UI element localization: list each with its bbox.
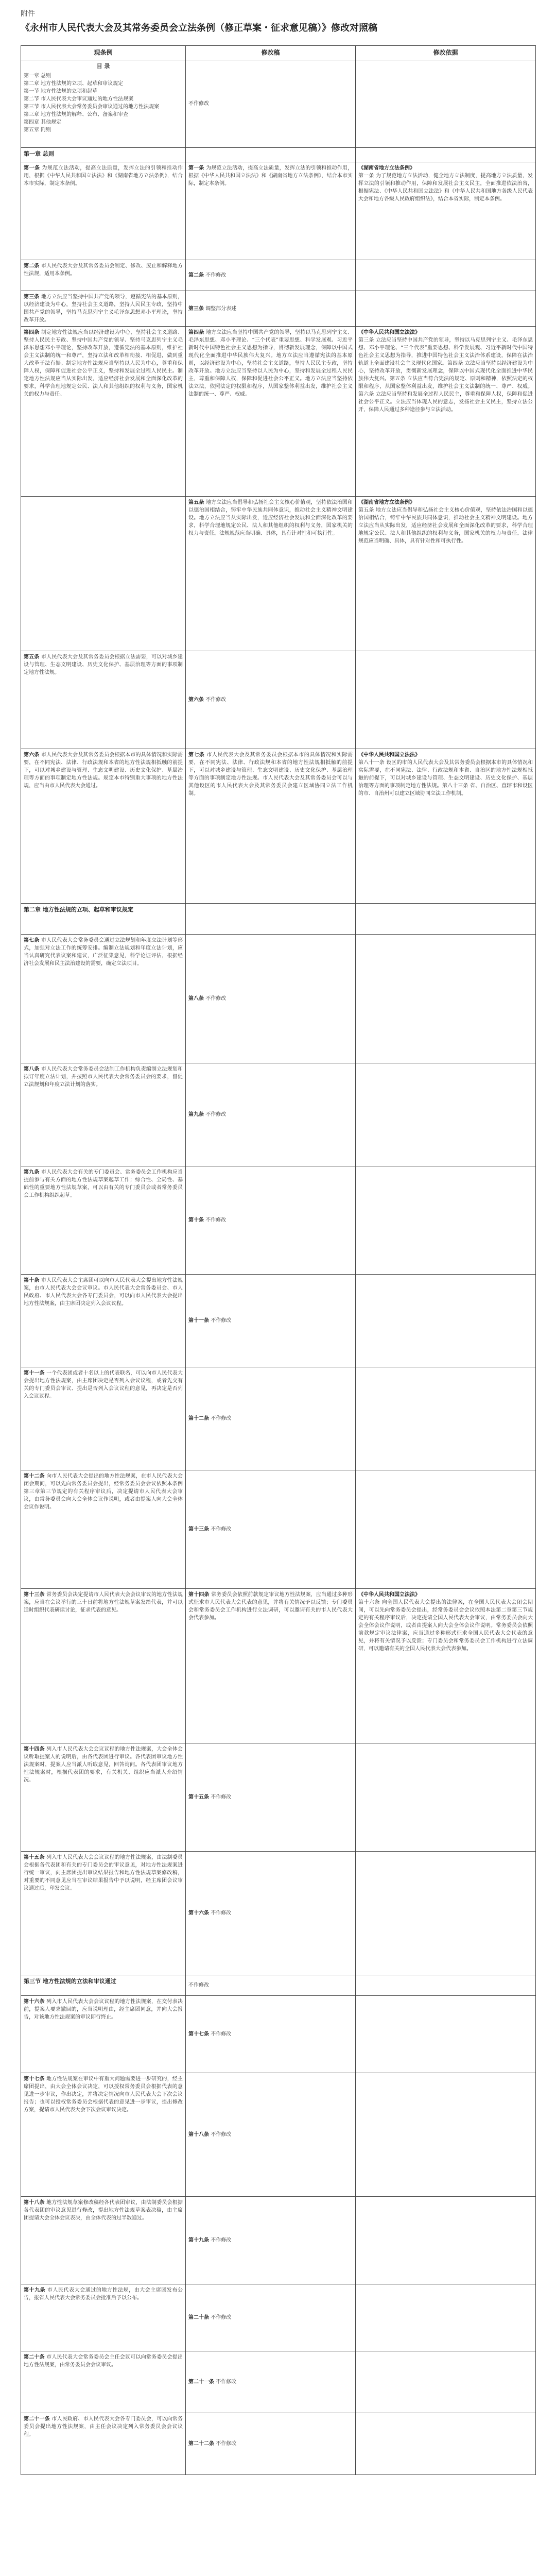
current-article-text: 制定地方性法规应当以经济建设为中心，坚持社会主义道路、坚持人民民主专政、坚持中国共产党的领导、坚持马克思列宁主义毛泽东思想邓小平理论，坚持改革开放，遵循宪法的基本原则，维护社会主义法制的统一和尊严，坚持立法和改革相衔接、相促进，做到重大改革于法有据。制定地方性法规应当坚持以人民为中心，尊重和保障人权，保障和促进社会公平正义，坚持和发展全过程人民民主。制定地方性法规应当从实际出发，适应经济社会发展和全面深化改革的要求，科学合理地规定公民、法人和其他组织的权利与义务，国家机关的权力与责任。 — [24, 330, 183, 397]
current-article-number: 第十七条 — [24, 2076, 45, 2082]
reason-law-title: 《中华人民共和国立法法》 — [358, 752, 420, 758]
table-row — [21, 935, 536, 1063]
reason-law-title: 《中华人民共和国立法法》 — [358, 330, 420, 335]
draft-cell — [186, 2197, 356, 2284]
draft-cell — [186, 162, 356, 260]
reason-cell — [356, 904, 536, 935]
current-article-text: 市人民代表大会有关的专门委员会、常务委员会工作机构应当提前参与有关方面的地方性法规草案起草工作；综合性、全局性、基础性的重要地方性法规草案，可以由有关的专门委员会或者常务委员会工作机构组织起草。 — [24, 1170, 183, 1198]
draft-article-text: 不作修改 — [211, 1416, 232, 1421]
draft-cell — [186, 935, 356, 1063]
draft-article-text: 不作修改 — [211, 2315, 232, 2320]
reason-cell — [356, 327, 536, 497]
current-article-text: 地方性法规案在审议中有重大问题需要进一步研究的，经主席团提出，由大会全体会议决定，可以授权常务委员会根据代表的意见进一步审议，作出决定，并将决定情况向市人民代表大会下次会议报告；也可以授权常务委员会根据代表的意见进一步审议，提出修改方案，提请市人民代表大会下次会议审议决定。 — [24, 2076, 183, 2113]
current-article-number: 第十六条 — [24, 1999, 45, 2005]
current-cell — [21, 2197, 186, 2284]
draft-article-number: 第十七条 — [188, 2031, 209, 2037]
toc-item: 第五章 附则 — [24, 127, 51, 133]
draft-cell — [186, 2284, 356, 2351]
draft-article-text: 不作修改 — [211, 2238, 232, 2243]
toc-cell — [21, 60, 186, 148]
draft-article-text: 不作修改 — [211, 1527, 232, 1532]
draft-article-text: 不作修改 — [205, 697, 227, 703]
reason-law-text: 第一条 为了规范地方立法活动，健全地方立法制度，提高地方立法质量，发挥立法的引领和推动作用，保障和发展社会主义民主，全面推进依法治省，根据宪法、《中华人民共和国立法法》和《中华人民共和国地方各级人民代表大会和地方各级人民政府组织法》，结合本省实际，制定本条例。 — [358, 173, 533, 202]
current-article-number: 第十四条 — [24, 1747, 45, 1752]
current-cell — [21, 260, 186, 291]
current-article-text: 市人民代表大会及其常务委员会制定、修改、废止和解释地方性法规，适用本条例。 — [24, 263, 183, 277]
reason-cell — [356, 148, 536, 162]
table-row — [21, 1589, 536, 1743]
draft-article-number: 第十条 — [188, 1217, 204, 1223]
current-article-number: 第一章 总则 — [24, 150, 54, 157]
draft-cell — [186, 1589, 356, 1743]
draft-article-number: 第四条 — [188, 330, 204, 335]
current-cell — [21, 1743, 186, 1852]
current-article-number: 第十三条 — [24, 1592, 45, 1598]
table-row — [21, 904, 536, 935]
current-article-text: 为规范立法活动，提高立法质量，发挥立法的引领和推动作用，根据《中华人民共和国立法法》和《湖南省地方立法条例》，结合本市实际，制定本条例。 — [24, 165, 183, 187]
table-row — [21, 327, 536, 497]
draft-article-number: 第十八条 — [188, 2132, 209, 2138]
toc-draft-note: 不作修改 — [188, 101, 209, 107]
draft-article-number: 第八条 — [188, 996, 204, 1002]
draft-cell — [186, 1996, 356, 2073]
toc-item: 第二节 市人民代表大会审议通过的地方性法规案 — [24, 96, 134, 102]
current-article-number: 第十五条 — [24, 1855, 45, 1860]
draft-cell — [186, 1470, 356, 1589]
draft-cell — [186, 1166, 356, 1275]
reason-cell — [356, 2073, 536, 2197]
draft-article-text: 不作修改 — [211, 1318, 232, 1324]
table-row — [21, 749, 536, 904]
draft-article-text: 不作修改 — [211, 1910, 232, 1916]
current-article-text: 地方立法应当坚持中国共产党的领导，遵循宪法的基本原则，以经济建设为中心，坚持社会主义道路，坚持人民民主专政，坚持中国共产党的领导，坚持马克思列宁主义毛泽东思想邓小平理论，坚持改革开放。 — [24, 294, 183, 323]
toc-reason-cell — [356, 60, 536, 148]
reason-cell — [356, 291, 536, 327]
reason-cell — [356, 1367, 536, 1470]
current-cell — [21, 2284, 186, 2351]
table-row — [21, 651, 536, 749]
table-row — [21, 148, 536, 162]
current-cell — [21, 1996, 186, 2073]
current-cell — [21, 1589, 186, 1743]
reason-law-title: 《湖南省地方立法条例》 — [358, 500, 415, 505]
reason-cell — [356, 1166, 536, 1275]
current-article-number: 第四条 — [24, 330, 40, 335]
toc-item: 第一节 地方性法规的立项和起草 — [24, 89, 98, 94]
column-header-current: 现条例 — [21, 46, 186, 60]
toc-item: 第一章 总则 — [24, 73, 51, 79]
comparison-table — [21, 45, 536, 2475]
current-cell — [21, 497, 186, 651]
table-header-row — [21, 46, 536, 60]
current-article-text: 市人民代表大会及其常务委员会根据立法需要，可以对城乡建设与管理、生态文明建设、历史文化保护、基层治理等方面的事项制定地方性法规。 — [24, 654, 183, 675]
current-article-number: 第十二条 — [24, 1473, 45, 1479]
draft-article-number: 第十三条 — [188, 1527, 209, 1532]
draft-cell — [186, 749, 356, 904]
draft-article-number: 第七条 — [188, 752, 205, 758]
current-article-text: 市人民代表大会常务委员会主任会议可以向常务委员会提出地方性法规案，由常务委员会会议审议。 — [24, 2354, 183, 2368]
current-cell — [21, 1975, 186, 1996]
reason-cell — [356, 1470, 536, 1589]
draft-article-text: 不作修改 — [211, 2031, 232, 2037]
draft-article-number: 第三条 — [188, 306, 204, 312]
draft-cell — [186, 327, 356, 497]
document-title: 《永州市人民代表大会及其常务委员会立法条例（修正草案・征求意见稿）》修改对照稿 — [21, 23, 377, 33]
table-row — [21, 1063, 536, 1166]
current-cell — [21, 291, 186, 327]
current-article-number: 第十一条 — [24, 1370, 45, 1376]
reason-cell — [356, 1589, 536, 1743]
table-row — [21, 1852, 536, 1975]
toc-row — [21, 60, 536, 148]
current-article-text: 市人民代表大会常务委员会通过立法规划和年度立法计划等形式，加强对立法工作的统筹安排。编制立法规划和年度立法计划，应当认真研究代表议案和建议，广泛征集意见，科学论证评估，根据经济社会发展和民主法治建设的需要，确定立法项目。 — [24, 938, 183, 967]
current-article-number: 第二十条 — [24, 2354, 45, 2360]
reason-law-text: 第八十一条 设区的市的人民代表大会及其常务委员会根据本市的具体情况和实际需要，在不同宪法、法律、行政法规和本省、自治区的地方性法规相抵触的前提下，可以对城乡建设与管理、生态文明建设、历史文化保护、基层治理等方面的事项制定地方性法规。第八十三条 省、自治区、直辖市和设区的市、自治州可以建立区域协同立法工作机制。 — [358, 760, 533, 796]
draft-article-text: 地方立法应当坚持中国共产党的领导，坚持以马克思列宁主义、毛泽东思想、邓小平理论、“三个代表”重要思想、科学发展观、习近平新时代中国特色社会主义思想为指导，贯彻新发展理念，保障以中国式现代化全面推进中华民族伟大复兴。地方立法应当遵循宪法的基本原则，以经济建设为中心，坚持社会主义道路，坚持人民民主专政，坚持改革开放。地方立法应当坚持以人民为中心，坚持和发展全过程人民民主，尊重和保障人权，保障和促进社会公平正义。地方立法应当坚持依法立法，依照法定的权限和程序，从国家整体利益出发，维护社会主义法制的统一、尊严、权威。 — [188, 330, 353, 397]
current-article-text: 市人民代表大会主席团可以向市人民代表大会提出地方性法规案，由市人民代表大会会议审议。市人民代表大会常务委员会、市人民政府、市人民代表大会各专门委员会，可以向市人民代表大会提出地方性法规案，由主席团决定列入会议议程。 — [24, 1278, 183, 1307]
current-cell — [21, 1275, 186, 1367]
current-cell — [21, 148, 186, 162]
draft-article-text: 不作修改 — [216, 2379, 237, 2385]
current-article-text: 一个代表团或者十名以上的代表联名，可以向市人民代表大会提出地方性法规案，由主席团决定是否列入会议议程，或者先交有关的专门委员会审议、提出是否列入会议议程的意见，再决定是否列入会议议程。 — [24, 1370, 183, 1399]
draft-article-number: 第二十条 — [188, 2315, 209, 2320]
draft-article-text: 不作修改 — [205, 996, 227, 1002]
draft-article-number: 第十一条 — [188, 1318, 209, 1324]
draft-article-text: 不作修改 — [211, 2132, 232, 2138]
reason-cell — [356, 2284, 536, 2351]
reason-cell — [356, 749, 536, 904]
draft-article-number: 第一条 — [188, 165, 204, 171]
current-cell — [21, 1166, 186, 1275]
current-article-text: 市人民政府、市人民代表大会各专门委员会，可以向常务委员会提出地方性法规案，由主任会议决定列入常务委员会会议议程。 — [24, 2416, 183, 2437]
reason-cell — [356, 1063, 536, 1166]
table-row — [21, 2413, 536, 2475]
table-row — [21, 260, 536, 291]
table-row — [21, 1975, 536, 1996]
toc-item: 第二章 地方性法规的立项、起草和审议规定 — [24, 81, 124, 87]
table-row — [21, 2197, 536, 2284]
draft-cell — [186, 1743, 356, 1852]
current-cell — [21, 1063, 186, 1166]
toc-item: 第四章 其他规定 — [24, 120, 62, 125]
draft-article-text: 市人民代表大会及其常务委员会根据本市的具体情况和实际需要，在不同宪法、法律、行政法规和本省的地方性法规相抵触的前提下，可以对城乡建设与管理、生态文明建设、历史文化保护、基层治理等方面的事项制定地方性法规。市人民代表大会及其常务委员会可以与其他设区的市人民代表大会及其常务委员会建立区域协同立法工作机制。 — [188, 752, 353, 796]
draft-article-text: 不作修改 — [205, 273, 227, 278]
current-cell — [21, 1367, 186, 1470]
table-row — [21, 2351, 536, 2413]
draft-cell — [186, 497, 356, 651]
current-cell — [21, 162, 186, 260]
draft-article-number: 第十四条 — [188, 1592, 210, 1598]
table-row — [21, 1743, 536, 1852]
current-article-number: 第二条 — [24, 263, 40, 269]
draft-article-number: 第二条 — [188, 273, 204, 278]
reason-cell — [356, 1975, 536, 1996]
current-article-number: 第一条 — [24, 165, 40, 171]
draft-article-text: 不作修改 — [188, 1982, 209, 1988]
draft-cell — [186, 1063, 356, 1166]
draft-article-text: 不作修改 — [211, 1794, 232, 1800]
draft-article-number: 第五条 — [188, 500, 204, 505]
current-article-number: 第五条 — [24, 654, 40, 660]
reason-law-title: 《中华人民共和国立法法》 — [358, 1592, 420, 1598]
draft-cell — [186, 904, 356, 935]
current-article-text: 市人民代表大会常务委员会法制工作机构负责编制立法规划和拟订年度立法计划，并按照市人民代表大会常务委员会的要求，督促立法规划和年度立法计划的落实。 — [24, 1066, 183, 1088]
column-header-reason: 修改依据 — [356, 46, 536, 60]
current-cell — [21, 2413, 186, 2475]
reason-law-text: 第三条 立法应当坚持中国共产党的领导，坚持以马克思列宁主义、毛泽东思想、邓小平理论、“三个代表”重要思想、科学发展观、习近平新时代中国特色社会主义思想为指导，推进中国特色社会主义法治体系建设，保障在法治轨道上全面建设社会主义现代化国家。第四条 立法应当坚持以经济建设为中心，坚持改革开放，贯彻新发展理念，保障以中国式现代化全面推进中华民族伟大复兴。第五条 立法应当符合宪法的规定、原则和精神，依照法定的权限和程序，从国家整体利益出发，维护社会主义法制的统一、尊严、权威。第六条 立法应当坚持和发展全过程人民民主，尊重和保障人权，保障和促进社会公平正义。立法应当体现人民的意志，发扬社会主义民主，坚持立法公开，保障人民通过多种途径参与立法活动。 — [358, 337, 533, 413]
current-cell — [21, 1852, 186, 1975]
reason-cell — [356, 2351, 536, 2413]
draft-cell — [186, 2351, 356, 2413]
draft-cell — [186, 148, 356, 162]
draft-article-number: 第十二条 — [188, 1416, 209, 1421]
reason-cell — [356, 2197, 536, 2284]
toc-draft-cell — [186, 60, 356, 148]
reason-cell — [356, 1275, 536, 1367]
table-row — [21, 1996, 536, 2073]
attachment-label: 附件 — [21, 10, 35, 18]
table-row — [21, 291, 536, 327]
current-cell — [21, 935, 186, 1063]
draft-cell — [186, 1975, 356, 1996]
current-article-number: 第三节 地方性法规的立法和审议通过 — [24, 1978, 116, 1985]
current-article-number: 第二十一条 — [24, 2416, 50, 2422]
current-article-number: 第八条 — [24, 1066, 40, 1072]
draft-article-number: 第九条 — [188, 1112, 204, 1117]
draft-cell — [186, 1852, 356, 1975]
table-row — [21, 162, 536, 260]
reason-cell — [356, 162, 536, 260]
current-cell — [21, 2351, 186, 2413]
reason-law-title: 《湖南省地方立法条例》 — [358, 165, 415, 171]
current-article-text: 向市人民代表大会提出的地方性法规案，在市人民代表大会闭会期间，可以先向常务委员会提出，经常务委员会会议依照本条例第三章第三节规定的有关程序审议后，决定提请市人民代表大会审议，由常务委员会向大会全体会议作说明，或者由提案人向大会全体会议作说明。 — [24, 1473, 183, 1510]
current-cell — [21, 2073, 186, 2197]
reason-cell — [356, 935, 536, 1063]
current-article-number: 第七条 — [24, 938, 40, 943]
table-row — [21, 2073, 536, 2197]
draft-article-number: 第十九条 — [188, 2238, 209, 2243]
draft-cell — [186, 1367, 356, 1470]
toc-item: 第三章 地方性法规的解释、公布、备案和审查 — [24, 112, 129, 117]
current-article-text: 列入市人民代表大会会议议程的地方性法规案，大会全体会议听取提案人的说明后，由各代表团进行审议。各代表团审议地方性法规案时，提案人应当派人听取意见，回答询问。各代表团审议地方性法规案时，根据代表团的要求，有关机关、组织应当派人介绍情况。 — [24, 1747, 183, 1783]
current-article-number: 第十条 — [24, 1278, 40, 1283]
draft-article-number: 第二十二条 — [188, 2441, 214, 2447]
current-article-text: 市人民代表大会及其常务委员会根据本市的具体情况和实际需要，在不同宪法、法律、行政法规和本省的地方性法规相抵触的前提下，可以对城乡建设与管理、生态文明建设、历史文化保护、基层治理等方面的事项制定地方性法规。规定本市特别重大事项的地方性法规，应当由市人民代表大会通过。 — [24, 752, 183, 789]
current-cell — [21, 904, 186, 935]
draft-article-text: 不作修改 — [205, 1112, 227, 1117]
table-row — [21, 2284, 536, 2351]
current-article-number: 第十八条 — [24, 2200, 45, 2206]
reason-law-text: 第十六条 向全国人民代表大会提出的法律案，在全国人民代表大会闭会期间，可以先向常务委员会提出，经常务委员会会议依照本法第二章第三节规定的有关程序审议后，决定提请全国人民代表大会审议，由常务委员会向大会全体会议作说明，或者由提案人向大会全体会议作说明。常务委员会依照前款规定审议法律案，应当通过多种形式征求全国人民代表大会代表的意见，并将有关情况予以反馈；专门委员会和常务委员会工作机构进行立法调研，可以邀请有关的全国人民代表大会代表参加。 — [358, 1600, 533, 1652]
toc-item: 第三节 市人民代表大会常务委员会审议通过的地方性法规案 — [24, 104, 160, 110]
reason-cell — [356, 497, 536, 651]
current-article-number: 第十九条 — [24, 2287, 46, 2293]
current-article-number: 第九条 — [24, 1170, 40, 1175]
current-article-number: 第六条 — [24, 752, 40, 758]
current-cell — [21, 327, 186, 497]
reason-cell — [356, 651, 536, 749]
reason-law-text: 第五条 地方立法应当倡导和弘扬社会主义核心价值观，坚持依法治国和以德治国相结合，铸牢中华民族共同体意识，推动社会主义精神文明建设。地方立法应当从实际出发，适应经济社会发展和全面深化改革的要求，科学合理地规定公民、法人和其他组织的权利与义务，国家机关的权力与责任。法律规范应当明确、具体，具有针对性和可执行性。 — [358, 507, 533, 544]
draft-article-text: 地方立法应当倡导和弘扬社会主义核心价值观，坚持依法治国和以德治国相结合，铸牢中华民族共同体意识，推动社会主义精神文明建设。地方立法应当从实际出发，适应经济社会发展和全面深化改革的要求，科学合理地规定公民、法人和其他组织的权利与义务，国家机关的权力与责任。法规规范应当明确、具体，具有针对性和可执行性。 — [188, 500, 353, 536]
current-cell — [21, 749, 186, 904]
draft-article-text: 不作修改 — [205, 1217, 227, 1223]
reason-cell — [356, 260, 536, 291]
current-article-text: 地方性法规草案修改稿经各代表团审议，由法制委员会根据各代表团的审议意见进行修改，提出地方性法规草案表决稿，由主席团提请大会全体会议表决，由全体代表的过半数通过。 — [24, 2200, 183, 2221]
table-row — [21, 497, 536, 651]
draft-cell — [186, 291, 356, 327]
table-row — [21, 1470, 536, 1589]
table-row — [21, 1367, 536, 1470]
toc-heading: 目 录 — [96, 63, 110, 70]
draft-cell — [186, 1275, 356, 1367]
current-article-text: 列入市人民代表大会会议议程的地方性法规案，由法制委员会根据各代表团和有关的专门委员会的审议意见，对地方性法规案进行统一审议，向主席团提出审议结果报告和地方性法规草案修改稿，对重要的不同意见应当在审议结果报告中予以说明，经主席团会议审议通过后，印发会议。 — [24, 1855, 183, 1891]
current-cell — [21, 1470, 186, 1589]
current-article-text: 列入市人民代表大会会议议程的地方性法规案，在交付表决前，提案人要求撤回的，应当说明理由，经主席团同意，并向大会报告，对该地方性法规案的审议即行终止。 — [24, 1999, 183, 2020]
current-article-number: 第三条 — [24, 294, 40, 300]
draft-cell — [186, 651, 356, 749]
draft-article-text: 调整部分表述 — [205, 306, 237, 312]
current-cell — [21, 651, 186, 749]
column-header-draft: 修改稿 — [186, 46, 356, 60]
draft-cell — [186, 2413, 356, 2475]
draft-article-number: 第十五条 — [188, 1794, 209, 1800]
current-article-text: 常务委员会决定提请市人民代表大会会议审议的地方性法规案，应当在会议举行的三十日前将地方性法规草案发给代表，并可以适时组织代表研读讨论，征求代表的意见。 — [24, 1592, 183, 1613]
draft-cell — [186, 2073, 356, 2197]
reason-cell — [356, 1852, 536, 1975]
draft-cell — [186, 260, 356, 291]
reason-cell — [356, 1743, 536, 1852]
draft-article-number: 第六条 — [188, 697, 204, 703]
reason-cell — [356, 2413, 536, 2475]
table-row — [21, 1166, 536, 1275]
draft-article-number: 第十六条 — [188, 1910, 209, 1916]
draft-article-number: 第二十一条 — [188, 2379, 214, 2385]
current-article-number: 第二章 地方性法规的立项、起草和审议规定 — [24, 906, 133, 913]
draft-article-text: 为规范立法活动，提高立法质量，发挥立法的引领和推动作用，根据《中华人民共和国立法法》和《湖南省地方立法条例》，结合本市实际，制定本条例。 — [188, 165, 353, 187]
current-article-text: 市人民代表大会通过的地方性法规，由大会主席团发布公告，报省人民代表大会常务委员会批准后予以公布。 — [24, 2287, 183, 2301]
reason-cell — [356, 1996, 536, 2073]
draft-article-text: 常务委员会依照前款规定审议地方性法规案，应当通过多种形式征求市人民代表大会代表的意见，并将有关情况予以反馈；专门委员会和常务委员会工作机构进行立法调研，可以邀请有关的市人民代表大会代表参加。 — [188, 1592, 353, 1621]
draft-article-text: 不作修改 — [216, 2441, 237, 2447]
table-row — [21, 1275, 536, 1367]
